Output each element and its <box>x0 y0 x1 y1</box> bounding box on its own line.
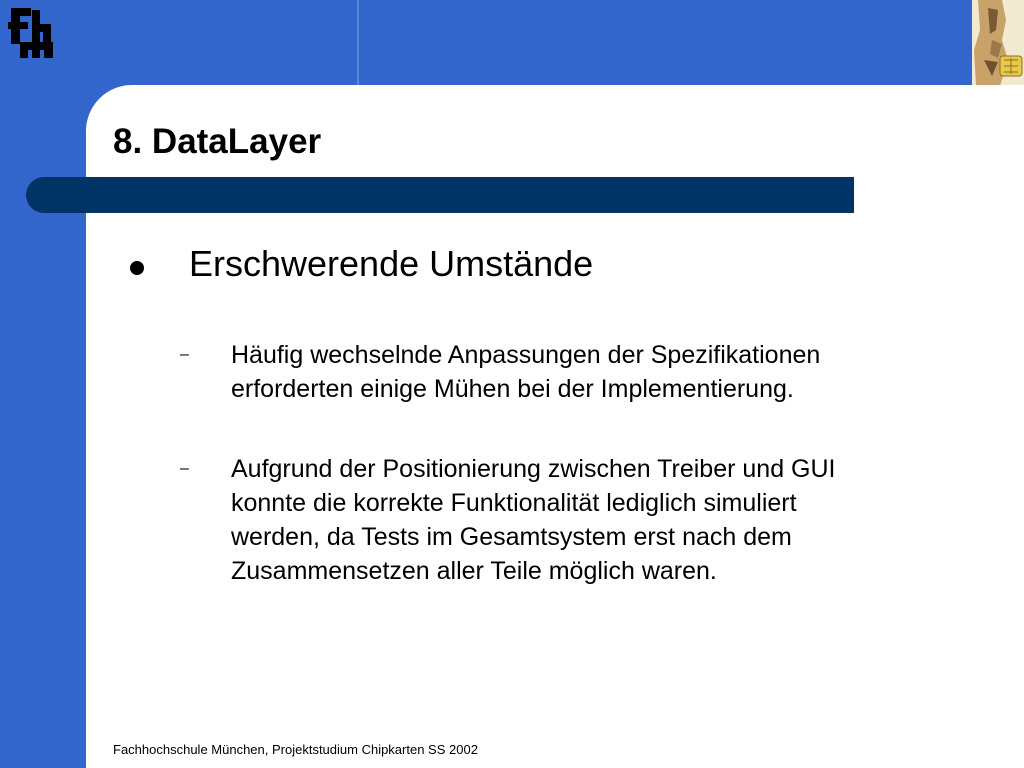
header-divider <box>357 0 359 85</box>
text-line: Zusammensetzen aller Teile möglich waren. <box>231 557 717 585</box>
text-line: Häufig wechselnde Anpassungen der Spezifikationen <box>231 341 821 369</box>
text-line: Aufgrund der Positionierung zwischen Treiber und GUI <box>231 455 836 483</box>
sub-bullet-marker: – <box>180 346 189 363</box>
title-underline-bar <box>26 177 854 213</box>
sub-bullet-text <box>231 338 931 406</box>
slide-title: 8. DataLayer <box>113 122 322 161</box>
fhm-logo <box>8 6 54 58</box>
footer-text: Fachhochschule München, Projektstudium Chipkarten SS 2002 <box>113 742 478 757</box>
sub-bullet-marker: – <box>180 460 189 477</box>
bullet-icon <box>130 261 144 275</box>
sub-bullet-text <box>231 452 931 588</box>
face-with-chipcard-image <box>972 0 1024 86</box>
text-line: konnte die korrekte Funktionalität lediglich simuliert <box>231 489 797 517</box>
bullet-heading: Erschwerende Umstände <box>189 243 594 284</box>
text-line: werden, da Tests im Gesamtsystem erst nach dem <box>231 523 792 551</box>
text-line: erforderten einige Mühen bei der Implementierung. <box>231 375 794 403</box>
